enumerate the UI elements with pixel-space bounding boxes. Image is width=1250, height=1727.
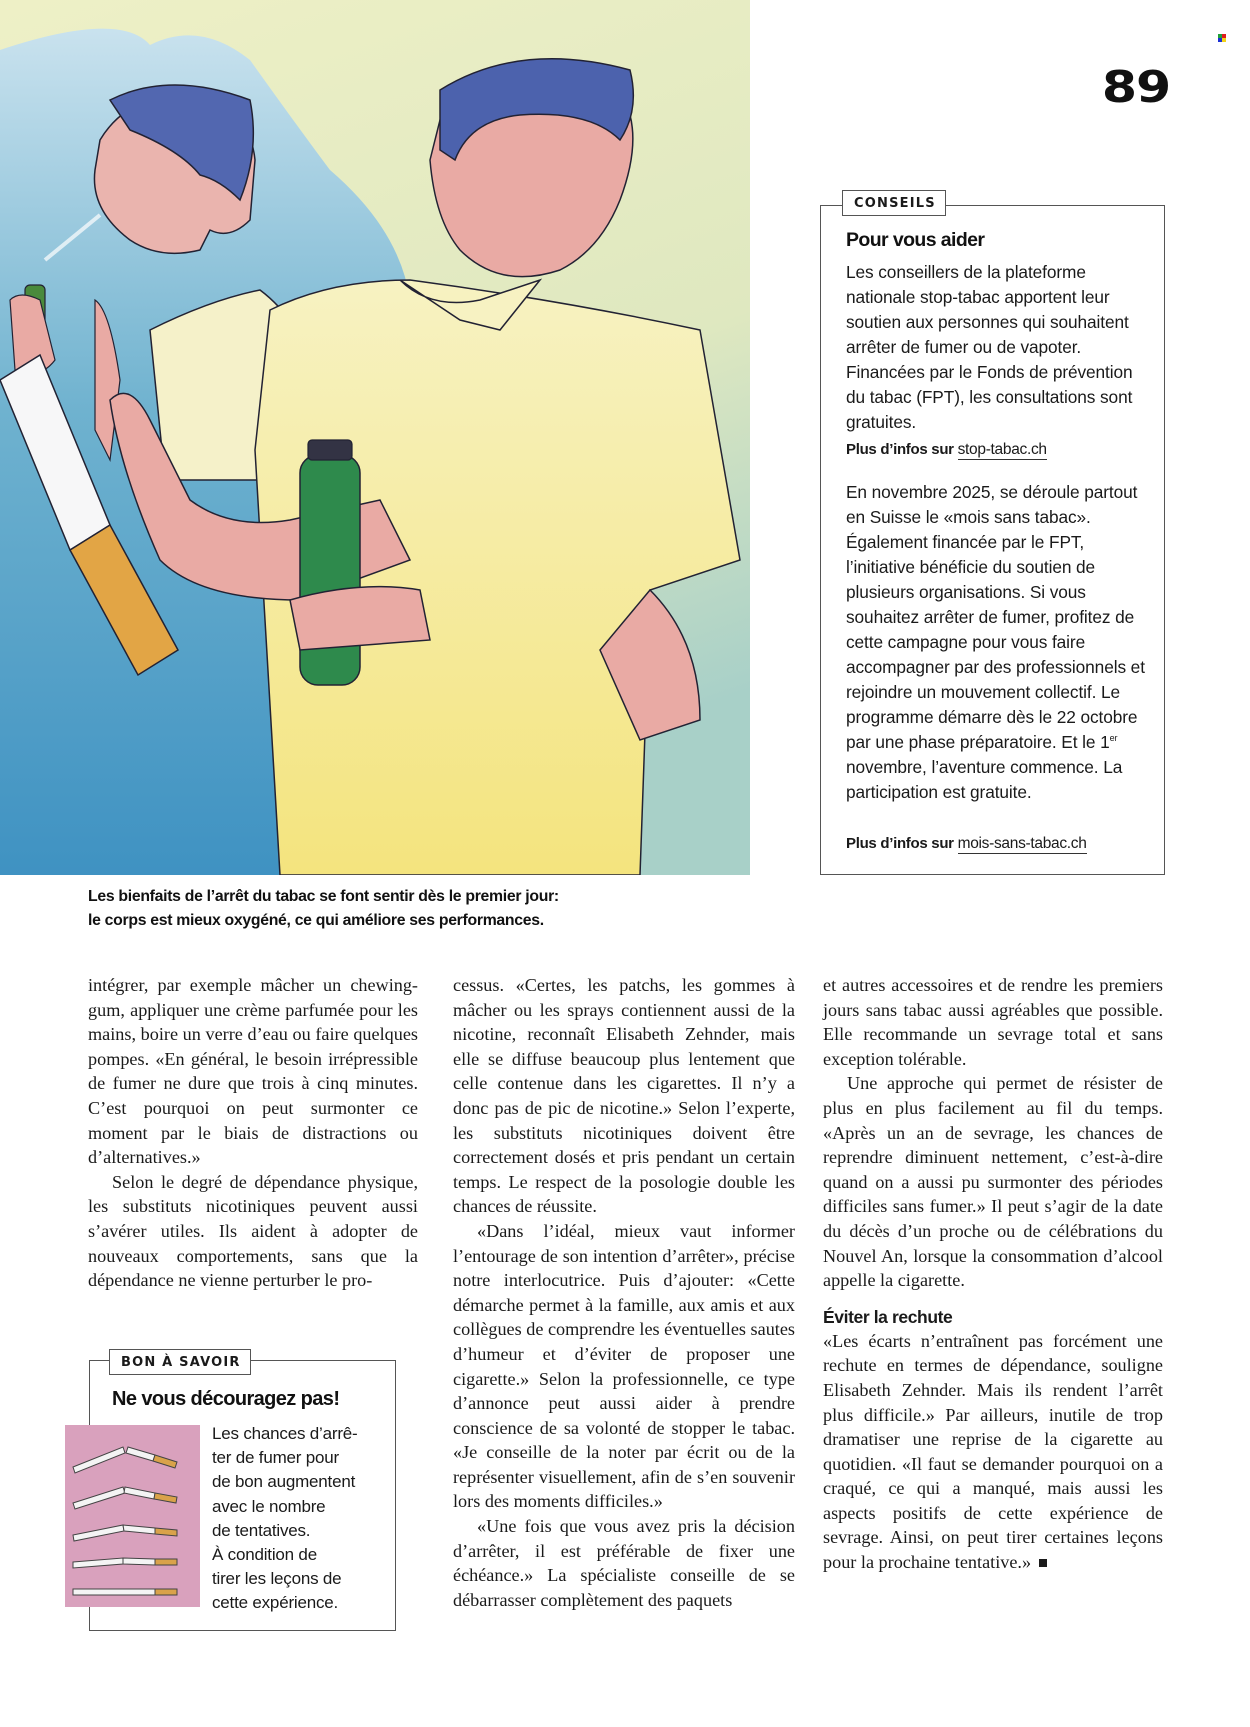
conseils-paragraph-2: [846, 480, 1156, 805]
more-info-mois-sans-tabac: [846, 835, 1087, 853]
article-column-2: [453, 973, 795, 1612]
more-info-label: Plus d’infos sur: [846, 441, 954, 458]
illustration-caption: [88, 885, 648, 933]
conseils-p2-text-end: novembre, l’aventure commence. La participation est gratuite.: [846, 757, 1123, 802]
text-line: de tentatives.: [212, 1520, 311, 1540]
article-paragraph: Une approche qui permet de résister de plus en plus facilement au fil du temps. «Après un an de sevrage, les chances de reprendre diminuent nettement, c’est-à-dire quand on a aussi pu surmonter des périodes difficiles sans fumer.» Il peut s’agir de la date du décès d’un proche ou de célébrations du Nouvel An, lorsque la consommation d’alcool appelle la cigarette.: [823, 1073, 1163, 1291]
article-illustration: [0, 0, 750, 875]
end-of-article-square-icon: [1039, 1559, 1047, 1567]
article-paragraph: cessus. «Certes, les patchs, les gommes à mâcher ou les sprays contiennent aussi de la nicotine, reconnaît Elisabeth Zehnder, mais elle se diffuse beaucoup plus lentement que celle contenue dans les cigarettes. Il n’y a donc pas de pic de nicotine.» Selon l’experte, les substituts nicotiniques doivent être correctement dosés et pris pendant un certain temps. Le respect de la posologie double les chances de réussite.: [453, 975, 795, 1217]
conseils-tab-label: CONSEILS: [842, 190, 946, 216]
article-paragraph: et autres accessoires et de rendre les premiers jours sans tabac aussi agréables que possible. Elle recommande un sevrage total et sans exception tolérable.: [823, 975, 1163, 1069]
article-paragraph: «Une fois que vous avez pris la décision d’arrêter, il est préférable de fixer une échéance.» La spécialiste conseille de se débarrasser complètement des paquets: [453, 1516, 795, 1610]
caption-line: Les bienfaits de l’arrêt du tabac se font sentir dès le premier jour:: [88, 888, 559, 905]
illustration-graphic: [0, 0, 750, 875]
conseils-title: Pour vous aider: [846, 229, 985, 251]
text-line: tirer les leçons de: [212, 1569, 342, 1589]
bon-a-savoir-text: [212, 1422, 392, 1616]
article-paragraph-final: [823, 1329, 1163, 1575]
cigarette-piece: [126, 1447, 155, 1461]
broken-cigarettes-image: [65, 1425, 200, 1607]
article-column-3: [823, 973, 1163, 1575]
bon-a-savoir-tab-label: BON À SAVOIR: [109, 1349, 251, 1375]
text-line: de bon augmentent: [212, 1472, 356, 1492]
article-paragraph: «Dans l’idéal, mieux vaut informer l’entourage de son intention d’arrêter», précise notre interlocutrice. Puis d’ajouter: «Cette démarche permet à la famille, aux amis et aux collègues de comprendre les éventuelles sautes d’humeur et d’éviter de proposer une cigarette.» Selon la professionnelle, ce type d’annonce peut aussi aider à prendre conscience de sa volonté de stopper le tabac. «Je conseille de la noter par écrit ou de la représenter visuellement, afin de s’en souvenir lors des moments difficiles.»: [453, 1220, 795, 1512]
more-info-label: Plus d’infos sur: [846, 835, 954, 852]
stop-tabac-link[interactable]: stop-tabac.ch: [957, 441, 1047, 458]
conseils-paragraph-1: Les conseillers de la plateforme nationale stop-tabac apportent leur soutien aux personnes qui souhaitent arrêter de fumer ou de vapoter. Financées par le Fonds de prévention du tabac (FPT), les consultations sont gratuites.: [846, 262, 1133, 432]
text-line: avec le nombre: [212, 1496, 326, 1516]
cigarette-filter: [153, 1455, 177, 1468]
more-info-stop-tabac: [846, 441, 1047, 459]
conseils-p2-text: En novembre 2025, se déroule partout en Suisse le «mois sans tabac». Également financée par le FPT, l’initiative bénéficie du soutien de plusieurs organisations. Si vous souhaitez arrêter de fumer, profitez de cette campagne pour vous faire accompagner par des professionnels et rejoindre un mouvement collectif. Le programme démarre dès le 22 octobre par une phase préparatoire. Et le 1: [846, 482, 1145, 752]
printer-color-marker: [1218, 34, 1226, 42]
ordinal-superscript: er: [1109, 733, 1118, 744]
article-column-1: [88, 973, 418, 1293]
article-paragraph: Selon le degré de dépendance physique, les substituts nicotiniques peuvent aussi s’avérer utiles. Ils aident à adopter de nouveaux comportements, sans que la dépendance ne vienne perturber le pro-: [88, 1171, 418, 1291]
text-line: À condition de: [212, 1545, 317, 1565]
article-paragraph: intégrer, par exemple mâcher un chewing-gum, appliquer une crème parfumée pour les mains, boire un verre d’eau ou faire quelques pompes. «En général, le besoin irrépressible de fumer ne dure que trois à cinq minutes. C’est pourquoi on peut surmonter ce moment par le biais de distractions ou d’alternatives.»: [88, 975, 418, 1168]
cigarettes-graphic: [65, 1425, 200, 1607]
caption-line: le corps est mieux oxygéné, ce qui améliore ses performances.: [88, 912, 544, 929]
marker-yellow: [1222, 38, 1226, 42]
text-line: cette expérience.: [212, 1593, 339, 1613]
bon-a-savoir-title: Ne vous découragez pas!: [112, 1388, 340, 1410]
mois-sans-tabac-link[interactable]: mois-sans-tabac.ch: [957, 835, 1087, 852]
text-line: ter de fumer pour: [212, 1448, 339, 1468]
cigarette-piece: [73, 1447, 125, 1473]
final-paragraph-text: «Les écarts n’entraînent pas forcément une rechute en termes de dépendance, souligne Elisabeth Zehnder. Mais ils rendent l’arrêt plus difficile.» Par ailleurs, inutile de trop dramatiser une reprise de la cigarette au quotidien. «Il faut se demander pourquoi on a craqué, ce qui a manqué, mais aussi les aspects positifs de cette expérience de sevrage. Ainsi, on peut tirer certaines leçons pour la prochaine tentative.»: [823, 1330, 1163, 1573]
page-number: 89: [1101, 62, 1170, 113]
section-subheading: Éviter la rechute: [823, 1306, 953, 1327]
text-line: Les chances d’arrê-: [212, 1424, 358, 1443]
